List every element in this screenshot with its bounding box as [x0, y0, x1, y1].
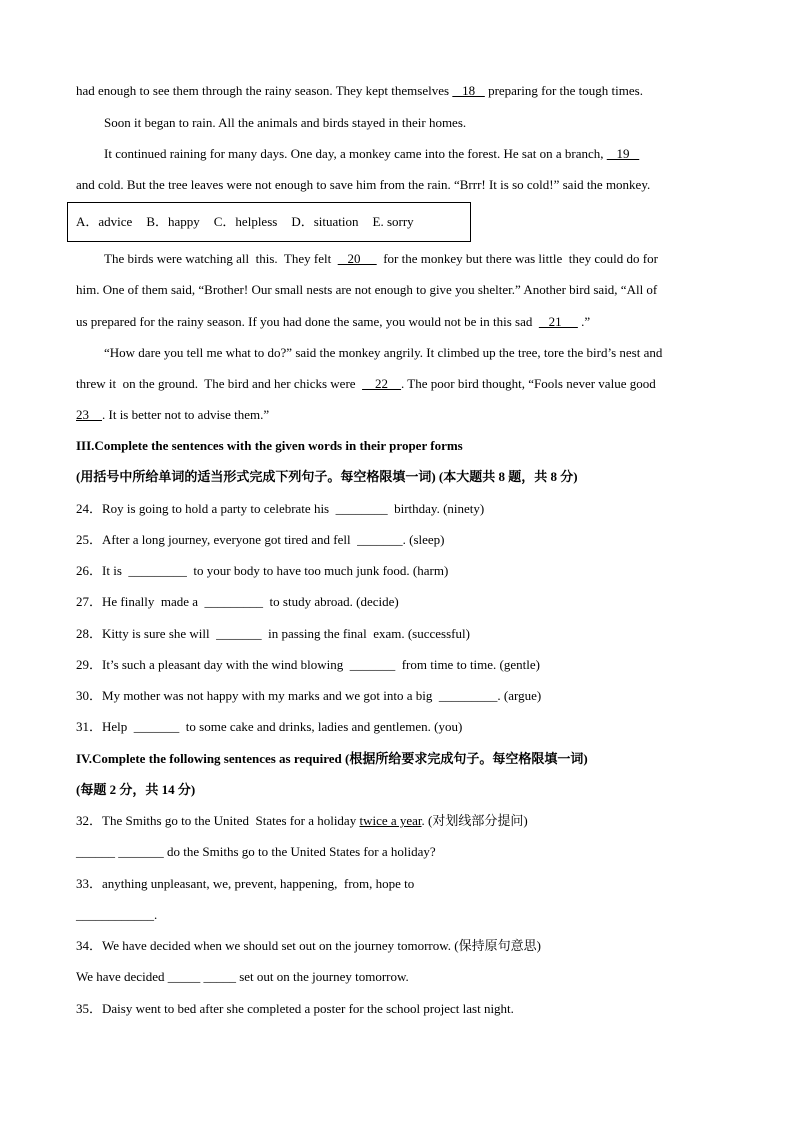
passage-line-9: threw it on the ground. The bird and her chicks were 22 . The poor bird thought, “Fools never value good — [76, 376, 656, 391]
passage-line-6: him. One of them said, “Brother! Our small nests are not enough to give you shelter.” Another bird said, “All of — [76, 282, 658, 297]
blank-20[interactable]: 20 — [337, 251, 377, 266]
blank-28[interactable]: _______ — [216, 626, 262, 641]
option-d: D．situation — [291, 214, 359, 229]
question-29: 29．It’s such a pleasant day with the wind blowing _______ from time to time. (gentle) — [76, 657, 540, 672]
question-31: 31．Help _______ to some cake and drinks, ladies and gentlemen. (you) — [76, 719, 463, 734]
question-30: 30．My mother was not happy with my marks and we got into a big _________. (argue) — [76, 688, 542, 703]
blank-31[interactable]: _______ — [133, 719, 180, 734]
blank-25[interactable]: _______ — [357, 532, 403, 547]
blank-23[interactable]: 23 — [76, 407, 102, 422]
question-35: 35．Daisy went to bed after she completed a poster for the school project last night. — [76, 1001, 514, 1016]
passage-line-1: had enough to see them through the rainy season. They kept themselves 18 preparing for the tough times. — [76, 83, 643, 98]
question-33-answer[interactable]: ____________. — [76, 907, 158, 922]
question-28: 28．Kitty is sure she will _______ in passing the final exam. (successful) — [76, 626, 470, 641]
option-b: B．happy — [146, 214, 200, 229]
question-26: 26．It is _________ to your body to have too much junk food. (harm) — [76, 563, 449, 578]
underlined-phrase: twice a year — [359, 813, 422, 828]
question-34-answer[interactable]: We have decided _____ _____ set out on the journey tomorrow. — [76, 969, 409, 984]
question-27: 27．He finally made a _________ to study abroad. (decide) — [76, 594, 399, 609]
passage-line-3: It continued raining for many days. One day, a monkey came into the forest. He sat on a branch, 19 — [104, 146, 640, 161]
blank-24[interactable]: ________ — [335, 501, 388, 516]
blank-21[interactable]: 21 — [538, 314, 578, 329]
blank-30[interactable]: _________ — [438, 688, 498, 703]
option-e: E. sorry — [372, 214, 414, 229]
question-24: 24．Roy is going to hold a party to celebrate his ________ birthday. (ninety) — [76, 501, 485, 516]
question-33: 33．anything unpleasant, we, prevent, happening, from, hope to — [76, 876, 415, 891]
option-a: A．advice — [76, 214, 133, 229]
passage-line-2: Soon it began to rain. All the animals and birds stayed in their homes. — [104, 115, 467, 130]
section3-subtitle: (用括号中所给单词的适当形式完成下列句子。每空格限填一词) (本大题共 8 题，共 8 分) — [76, 469, 578, 484]
question-32-answer[interactable]: ______ _______ do the Smiths go to the United States for a holiday? — [76, 844, 436, 859]
blank-29[interactable]: _______ — [349, 657, 396, 672]
blank-22[interactable]: 22 — [362, 376, 402, 391]
passage-line-8: “How dare you tell me what to do?” said the monkey angrily. It climbed up the tree, tore the bird’s nest and — [104, 345, 663, 360]
passage-line-5: The birds were watching all this. They felt 20 for the monkey but there was little they could do for — [104, 251, 658, 266]
question-32: 32．The Smiths go to the United States for a holiday twice a year. (对划线部分提问) — [76, 813, 528, 828]
blank-27[interactable]: _________ — [204, 594, 264, 609]
question-25: 25．After a long journey, everyone got tired and fell _______. (sleep) — [76, 532, 445, 547]
word-options — [76, 214, 414, 230]
passage-line-7: us prepared for the rainy season. If you had done the same, you would not be in this sad 21 .” — [76, 314, 591, 329]
question-34: 34．We have decided when we should set out on the journey tomorrow. (保持原句意思) — [76, 938, 541, 953]
section3-title: III.Complete the sentences with the given words in their proper forms — [76, 438, 463, 453]
option-c: C．helpless — [213, 214, 278, 229]
blank-18[interactable]: 18 — [452, 83, 485, 98]
section4-subtitle: (每题 2 分，共 14 分) — [76, 782, 196, 797]
blank-26[interactable]: _________ — [128, 563, 187, 578]
section4-title: IV.Complete the following sentences as required (根据所给要求完成句子。每空格限填一词) — [76, 751, 588, 766]
passage-line-10: 23 . It is better not to advise them.” — [76, 407, 270, 422]
blank-19[interactable]: 19 — [606, 146, 640, 161]
word-options-box — [67, 202, 471, 242]
passage-line-4: and cold. But the tree leaves were not enough to save him from the rain. “Brrr! It is so cold!” said the monkey. — [76, 177, 651, 192]
